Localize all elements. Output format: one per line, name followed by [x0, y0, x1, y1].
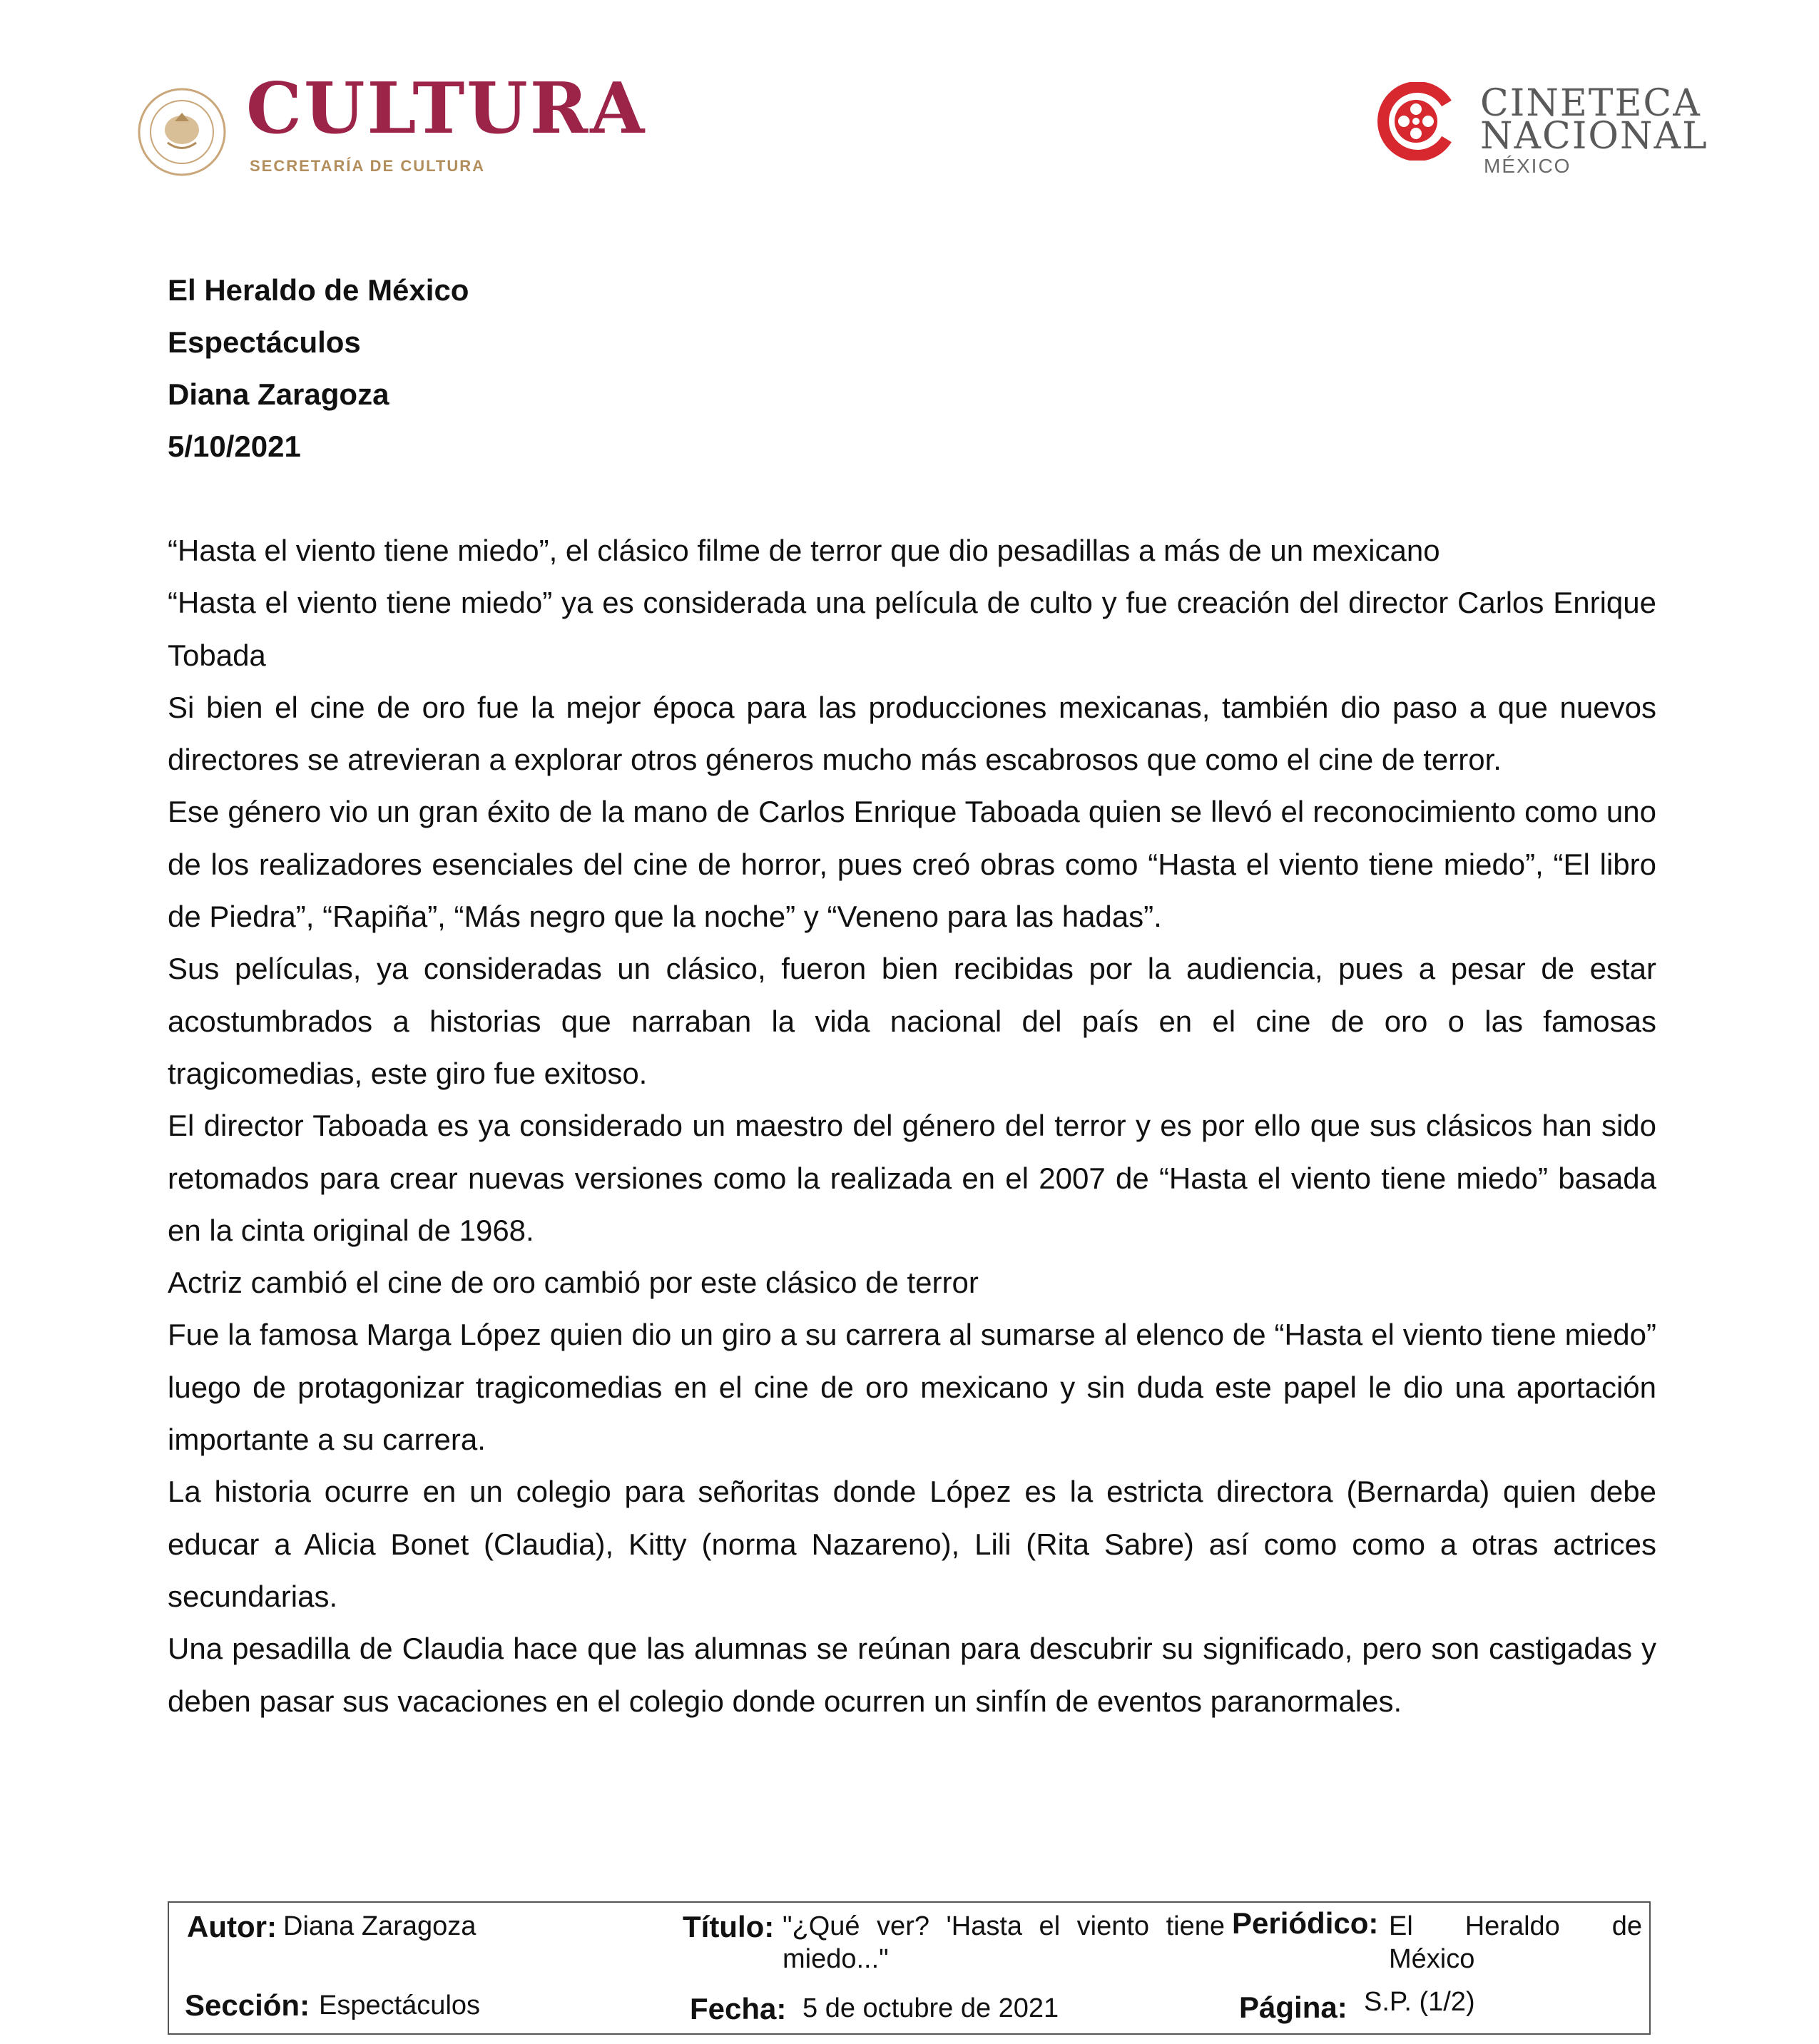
article-paragraph: La historia ocurre en un colegio para señoritas donde López es la estricta directora (Bernarda) quien debe educar a Alicia Bonet (Claudia), Kitty (norma Nazareno), Lili (Rita Sabre) así como como a otras actrices secundarias.	[168, 1475, 1656, 1613]
pagina-value: S.P. (1/2)	[1364, 1987, 1475, 2017]
periodico-label: Periódico:	[1232, 1906, 1379, 1940]
cineteca-name-line2: NACIONAL	[1480, 115, 1708, 158]
citation-box	[168, 1901, 1651, 2035]
autor-value: Diana Zaragoza	[283, 1911, 477, 1941]
article-paragraph: El director Taboada es ya considerado un maestro del género del terror y es por ello que sus clásicos han sido retomados para crear nuevas versiones como la realizada en el 2007 de “Hasta el viento tiene miedo” basada en la cinta original de 1968.	[168, 1109, 1656, 1247]
article-body	[168, 524, 1656, 1727]
titulo-value: "¿Qué ver? 'Hasta el viento tiene miedo..."	[783, 1911, 1225, 1974]
fecha-label: Fecha:	[690, 1992, 787, 2025]
cineteca-country: MÉXICO	[1484, 155, 1571, 177]
article-subheading: Actriz cambió el cine de oro cambió por este clásico de terror	[168, 1266, 979, 1300]
article-paragraph: Sus películas, ya consideradas un clásico, fueron bien recibidas por la audiencia, pues a pesar de estar acostumbrados a historias que narraban la vida nacional del país en el cine de oro o las famosas tragicomedias, este giro fue exitoso.	[168, 952, 1656, 1090]
cineteca-name-line1: CINETECA	[1480, 82, 1701, 125]
article-paragraph: Ese género vio un gran éxito de la mano de Carlos Enrique Taboada quien se llevó el reconocimiento como uno de los realizadores esenciales del cine de horror, pues creó obras como “Hasta el viento tiene miedo”, “El libro de Piedra”, “Rapiña”, “Más negro que la noche” y “Veneno para las hadas”.	[168, 795, 1656, 934]
article-headline: “Hasta el viento tiene miedo”, el clásico filme de terror que dio pesadillas a más de un mexicano	[168, 534, 1440, 567]
publication-date: 5/10/2021	[168, 429, 301, 463]
film-reel-icon	[1377, 82, 1455, 161]
article-subheadline: “Hasta el viento tiene miedo” ya es considerada una película de culto y fue creación del director Carlos Enrique Tobada	[168, 586, 1656, 672]
cineteca-logo	[1377, 82, 1708, 182]
author-name: Diana Zaragoza	[168, 377, 389, 411]
mexico-seal-icon	[136, 86, 228, 178]
fecha-value: 5 de octubre de 2021	[802, 1993, 1059, 2023]
article-metadata	[168, 264, 469, 472]
autor-label: Autor:	[187, 1910, 277, 1943]
periodico-value: El Heraldo de México	[1389, 1911, 1642, 1974]
cultura-wordmark: CULTURA	[246, 68, 647, 150]
article-paragraph: Si bien el cine de oro fue la mejor época para las producciones mexicanas, también dio paso a que nuevos directores se atrevieran a explorar otros géneros mucho más escabrosos que como el cine de terror.	[168, 690, 1656, 777]
page-header	[0, 0, 1819, 235]
titulo-label: Título:	[683, 1910, 775, 1943]
publication-name: El Heraldo de México	[168, 273, 469, 307]
cultura-subtitle: SECRETARÍA DE CULTURA	[250, 157, 486, 175]
article-paragraph: Fue la famosa Marga López quien dio un giro a su carrera al sumarse al elenco de “Hasta el viento tiene miedo” luego de protagonizar tragicomedias en el cine de oro mexicano y sin duda este papel le dio una aportación importante a su carrera.	[168, 1318, 1656, 1457]
article-paragraph: Una pesadilla de Claudia hace que las alumnas se reúnan para descubrir su significado, pero son castigadas y deben pasar sus vacaciones en el colegio donde ocurren un sinfín de eventos paranormales.	[168, 1632, 1656, 1718]
cultura-logo	[136, 68, 647, 185]
seccion-value: Espectáculos	[319, 1990, 481, 2020]
seccion-label: Sección:	[185, 1988, 310, 2022]
section-name: Espectáculos	[168, 325, 361, 359]
pagina-label: Página:	[1239, 1990, 1347, 2024]
